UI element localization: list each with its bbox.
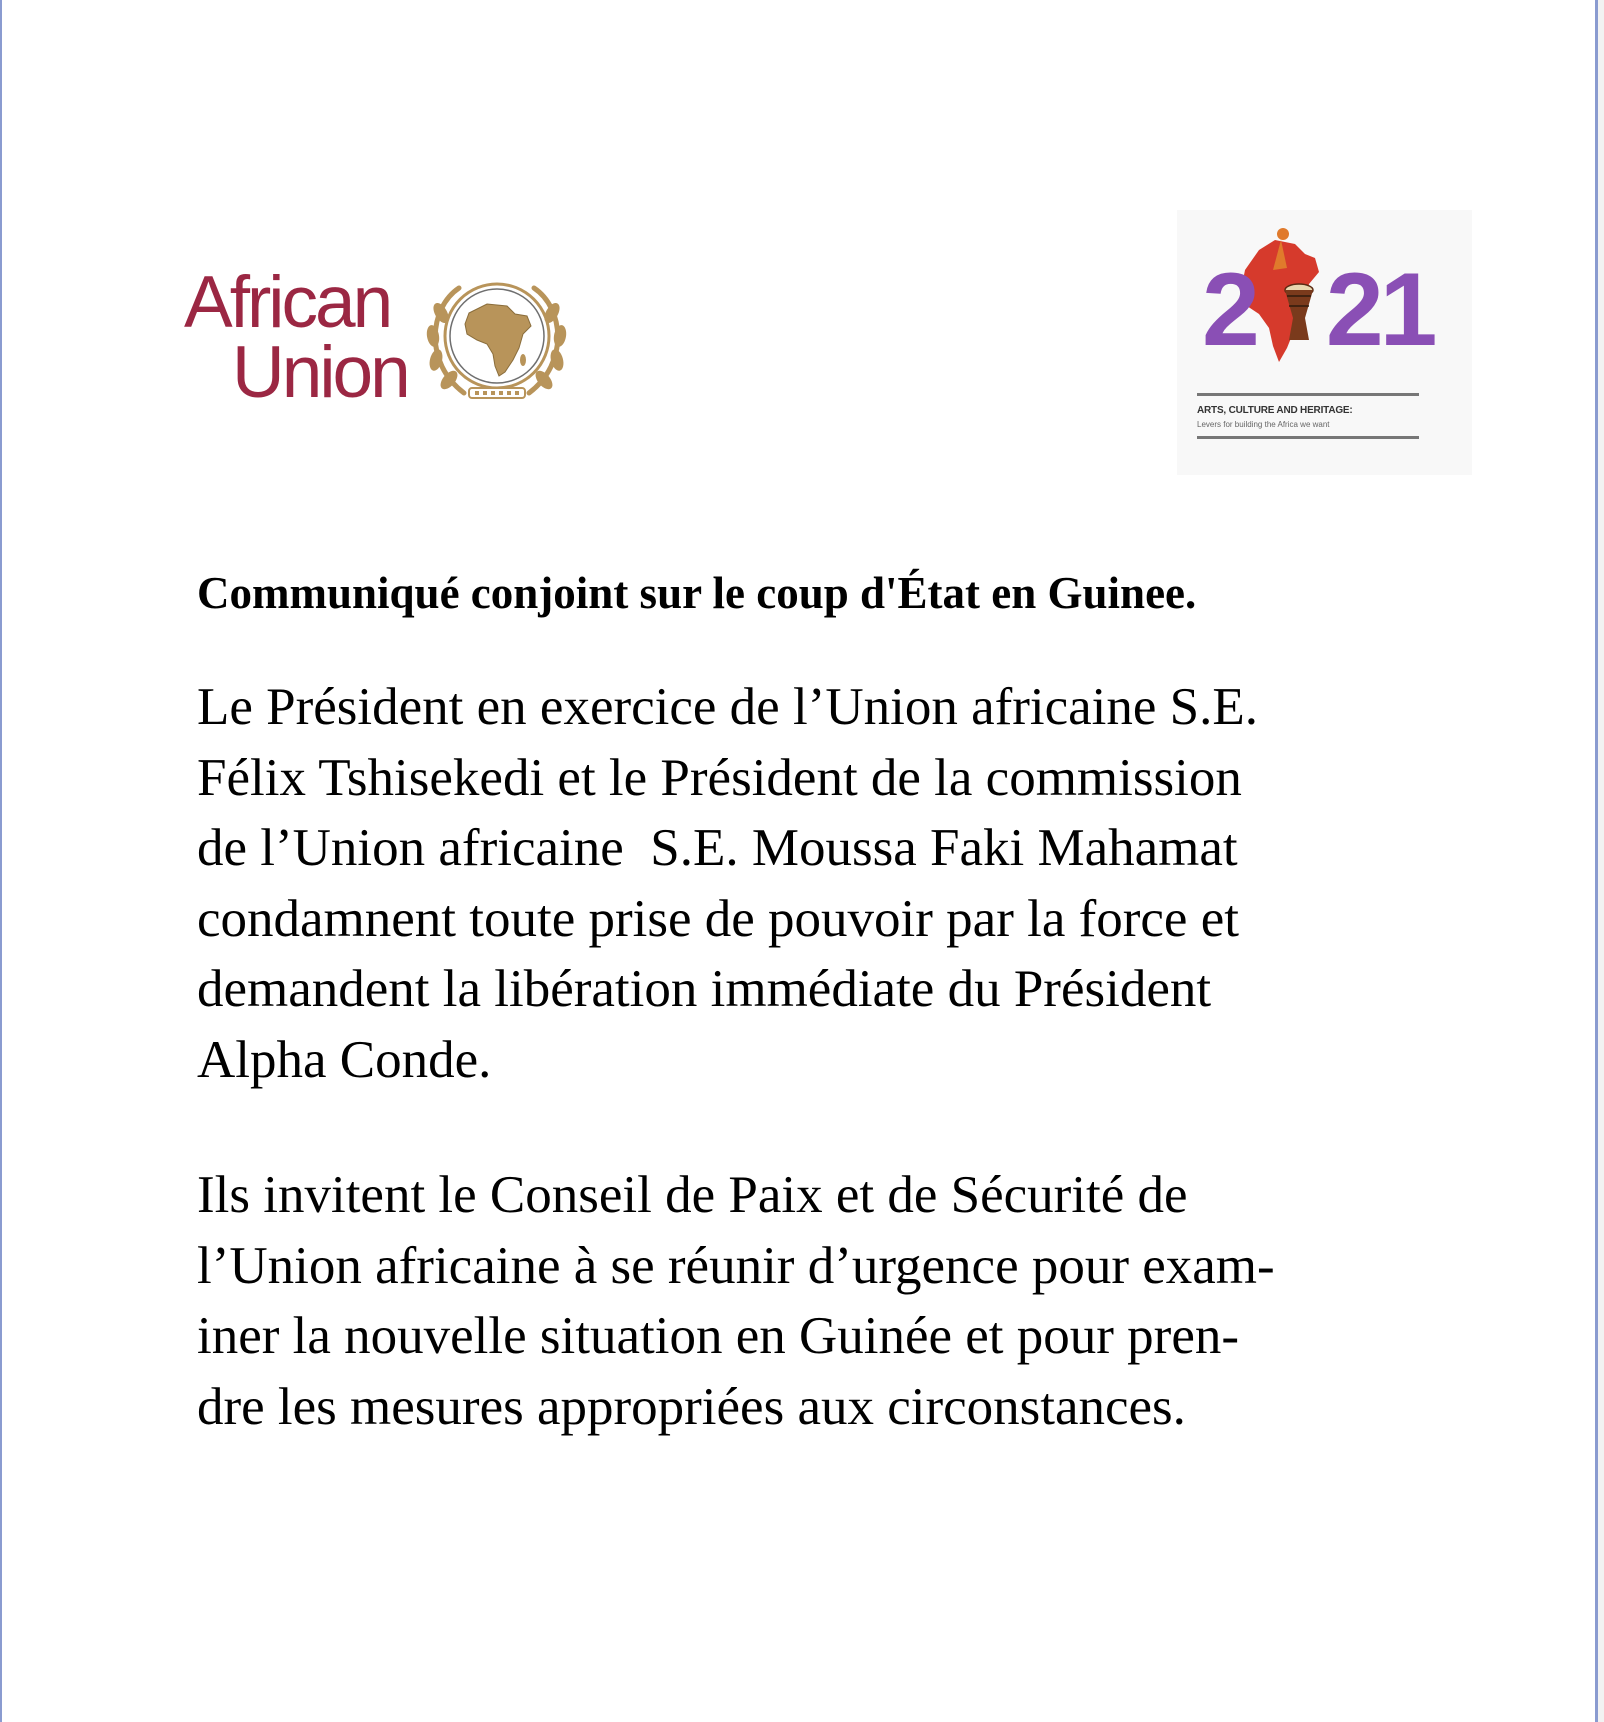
year-2021-digits bbox=[1202, 252, 1434, 368]
paragraph-1-line: condamnent toute prise de pouvoir par la force et bbox=[197, 889, 1239, 948]
au-wordmark-line1: African bbox=[184, 262, 391, 343]
paragraph-2-line: l’Union africaine à se réunir d’urgence pour exam- bbox=[197, 1236, 1275, 1295]
communique-title: Communiqué conjoint sur le coup d'État en Guinee. bbox=[197, 568, 1197, 618]
african-union-emblem-icon bbox=[419, 268, 574, 416]
year-logo-rule-bottom bbox=[1197, 436, 1419, 439]
paragraph-2-line: dre les mesures appropriées aux circonstances. bbox=[197, 1377, 1186, 1436]
year-logo-rule-top bbox=[1197, 393, 1419, 396]
paragraph-1-line: Alpha Conde. bbox=[197, 1030, 492, 1089]
paragraph-1-line: Félix Tshisekedi et le Président de la commission bbox=[197, 748, 1242, 807]
page-edge-shade bbox=[1598, 0, 1604, 1722]
year-right-digits: 21 bbox=[1325, 252, 1434, 368]
paragraph-1-line: de l’Union africaine S.E. Moussa Faki Mahamat bbox=[197, 819, 1238, 877]
au-wordmark-line2: Union bbox=[232, 332, 408, 413]
paragraph-1-line: Le Président en exercice de l’Union africaine S.E. bbox=[197, 678, 1259, 736]
communique-paragraph-2 bbox=[197, 1160, 1447, 1442]
paragraph-2-line: Ils invitent le Conseil de Paix et de Sécurité de bbox=[197, 1166, 1188, 1224]
year-logo-tagline: ARTS, CULTURE AND HERITAGE: bbox=[1197, 405, 1353, 416]
year-logo-subline: Levers for building the Africa we want bbox=[1197, 420, 1330, 429]
african-union-logo bbox=[184, 262, 574, 418]
communique-paragraph-1 bbox=[197, 672, 1447, 1095]
year-2021-logo bbox=[1177, 210, 1472, 475]
paragraph-1-line: demandent la libération immédiate du Président bbox=[197, 960, 1212, 1018]
paragraph-2-line: iner la nouvelle situation en Guinée et pour pren- bbox=[197, 1307, 1239, 1365]
year-left-digit: 2 bbox=[1202, 252, 1256, 368]
african-union-wordmark bbox=[184, 262, 408, 413]
